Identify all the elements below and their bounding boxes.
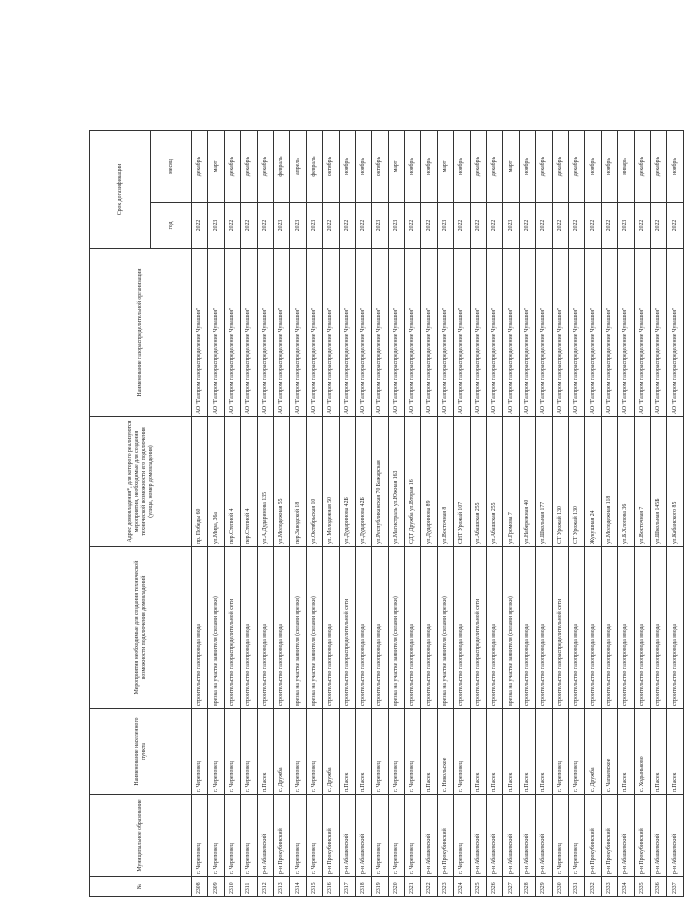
cell-num: 2317 [339, 877, 355, 897]
cell-month: декабрь [487, 131, 503, 203]
table-row [372, 131, 388, 897]
cell-measure: врезка на участке заявителя (силами врезки) [306, 547, 322, 709]
cell-measure: строительство газораспределительной сети [552, 547, 568, 709]
cell-municipality: г. Череповец [192, 795, 208, 877]
cell-locality: г. Череповец [388, 709, 404, 795]
cell-month: ноябрь [667, 131, 683, 203]
cell-locality: г. Череповец [372, 709, 388, 795]
cell-municipality: р-н Прокубинский [273, 795, 289, 877]
table-row [650, 131, 666, 897]
cell-year: 2022 [519, 203, 535, 249]
cell-num: 2323 [437, 877, 453, 897]
cell-year: 2022 [323, 203, 339, 249]
table-row [306, 131, 322, 897]
cell-num: 2334 [618, 877, 634, 897]
cell-measure: строительство газопровода ввода [650, 547, 666, 709]
cell-month: декабрь [224, 131, 240, 203]
cell-address: ул.Дударинова 42Б [339, 417, 355, 547]
cell-organization: АО "Газпром газораспределение Чувашия" [650, 249, 666, 417]
table-header [90, 131, 192, 897]
cell-num: 2318 [355, 877, 371, 897]
cell-measure: строительство газопровода ввода [487, 547, 503, 709]
cell-municipality: р-н Прокубинский [437, 795, 453, 877]
table-row [618, 131, 634, 897]
cell-address: пр. Победы 60 [192, 417, 208, 547]
cell-municipality: г. Череповец [388, 795, 404, 877]
cell-month: октябрь [372, 131, 388, 203]
cell-address: ул.Молодежная 55 [273, 417, 289, 547]
header-address: Адрес домовладения*, для которого реализуются мероприятия, необходимые для создания технической возможности его подключения (улица, номер домовладения) [90, 417, 192, 547]
cell-num: 2337 [667, 877, 683, 897]
cell-locality: п.Пасек [536, 709, 552, 795]
cell-year: 2022 [405, 203, 421, 249]
cell-num: 2311 [241, 877, 257, 897]
cell-year: 2023 [437, 203, 453, 249]
cell-organization: АО "Газпром газораспределение Чувашия" [323, 249, 339, 417]
cell-address: СДТ Дружба ул.Вторая 16 [405, 417, 421, 547]
cell-locality: с. Дружба [273, 709, 289, 795]
cell-address: ул.Октябрьская 10 [306, 417, 322, 547]
cell-year: 2023 [618, 203, 634, 249]
cell-organization: АО "Газпром газораспределение Чувашия" [470, 249, 486, 417]
table-row [601, 131, 617, 897]
cell-locality: п.Пасек [650, 709, 666, 795]
cell-year: 2023 [273, 203, 289, 249]
cell-municipality: р-н Абашевский [470, 795, 486, 877]
cell-measure: строительство газопровода ввода [192, 547, 208, 709]
cell-locality: с. Ходыньково [634, 709, 650, 795]
cell-num: 2328 [519, 877, 535, 897]
cell-num: 2330 [552, 877, 568, 897]
cell-month: март [388, 131, 404, 203]
table-row [323, 131, 339, 897]
cell-address: ул.Громова 7 [503, 417, 519, 547]
cell-municipality: р-н Абашевский [519, 795, 535, 877]
cell-year: 2023 [372, 203, 388, 249]
cell-address: СТ Урожай 130 [568, 417, 584, 547]
cell-num: 2316 [323, 877, 339, 897]
header-num: № [90, 877, 192, 897]
cell-num: 2322 [421, 877, 437, 897]
cell-locality: г. Череповец [192, 709, 208, 795]
cell-municipality: р-н Абашевский [503, 795, 519, 877]
cell-year: 2022 [224, 203, 240, 249]
cell-municipality: г. Череповец [372, 795, 388, 877]
cell-address: пер.Степной 4 [224, 417, 240, 547]
cell-month: декабрь [192, 131, 208, 203]
cell-organization: АО "Газпром газораспределение Чувашия" [208, 249, 224, 417]
cell-locality: г. Череповец [241, 709, 257, 795]
cell-month: апрель [290, 131, 306, 203]
cell-locality: п.Пасек [503, 709, 519, 795]
cell-organization: АО "Газпром газораспределение Чувашия" [601, 249, 617, 417]
cell-month: декабрь [568, 131, 584, 203]
cell-organization: АО "Газпром газораспределение Чувашия" [372, 249, 388, 417]
cell-measure: строительство газопровода ввода [421, 547, 437, 709]
cell-organization: АО "Газпром газораспределение Чувашия" [224, 249, 240, 417]
cell-num: 2336 [650, 877, 666, 897]
table-row [437, 131, 453, 897]
cell-organization: АО "Газпром газораспределение Чувашия" [618, 249, 634, 417]
table-row [552, 131, 568, 897]
cell-num: 2312 [257, 877, 273, 897]
cell-address: ул.Восточная 7 [634, 417, 650, 547]
cell-address: ул.Восточная 8 [437, 417, 453, 547]
cell-month: январь [618, 131, 634, 203]
cell-year: 2022 [650, 203, 666, 249]
cell-measure: строительство газопровода ввода [273, 547, 289, 709]
cell-municipality: г. Череповец [306, 795, 322, 877]
cell-measure: строительство газораспределительной сети [339, 547, 355, 709]
cell-address: СНТ Урожай 107 [454, 417, 470, 547]
cell-month: декабрь [536, 131, 552, 203]
cell-year: 2023 [306, 203, 322, 249]
table-row [273, 131, 289, 897]
cell-address: ул.Мира, 36а [208, 417, 224, 547]
cell-municipality: р-н Абашевский [650, 795, 666, 877]
cell-address: ул.Молодежная 118 [601, 417, 617, 547]
table-row [454, 131, 470, 897]
cell-address: ул.Школьная 145Б [650, 417, 666, 547]
header-year: год [151, 203, 192, 249]
cell-address: СТ Урожай 130 [552, 417, 568, 547]
cell-locality: г. Череповец [208, 709, 224, 795]
cell-address: ул.Магистраль ул.Южная 163 [388, 417, 404, 547]
table-row [241, 131, 257, 897]
cell-num: 2321 [405, 877, 421, 897]
table-row [536, 131, 552, 897]
cell-year: 2023 [290, 203, 306, 249]
cell-month: октябрь [323, 131, 339, 203]
table-row [405, 131, 421, 897]
cell-organization: АО "Газпром газораспределение Чувашия" [339, 249, 355, 417]
cell-organization: АО "Газпром газораспределение Чувашия" [421, 249, 437, 417]
cell-locality: п.Пасек [421, 709, 437, 795]
cell-locality: п.Пасек [618, 709, 634, 795]
cell-num: 2313 [273, 877, 289, 897]
cell-month: ноябрь [355, 131, 371, 203]
cell-locality: с. Дружба [585, 709, 601, 795]
cell-year: 2022 [421, 203, 437, 249]
cell-organization: АО "Газпром газораспределение Чувашия" [192, 249, 208, 417]
cell-locality: с. Никольское [437, 709, 453, 795]
cell-municipality: р-н Абашевский [667, 795, 683, 877]
cell-month: февраль [273, 131, 289, 203]
cell-measure: врезка на участке заявителя (силами врезки) [437, 547, 453, 709]
cell-municipality: г. Череповец [454, 795, 470, 877]
cell-organization: АО "Газпром газораспределение Чувашия" [487, 249, 503, 417]
cell-locality: с. Дружба [323, 709, 339, 795]
header-measures: Мероприятия необходимые для создания технической возможности подключения домовладений [90, 547, 192, 709]
cell-organization: АО "Газпром газораспределение Чувашия" [405, 249, 421, 417]
cell-address: ул.Б.Хлопова 36 [618, 417, 634, 547]
cell-locality: п.Пасек [355, 709, 371, 795]
header-locality: Наименование населенного пункта [90, 709, 192, 795]
cell-organization: АО "Газпром газораспределение Чувашия" [306, 249, 322, 417]
cell-year: 2022 [454, 203, 470, 249]
table-row [503, 131, 519, 897]
cell-month: март [437, 131, 453, 203]
cell-measure: строительство газопровода ввода [355, 547, 371, 709]
cell-municipality: р-н Абашевский [618, 795, 634, 877]
gasification-table [89, 130, 684, 897]
table-row [388, 131, 404, 897]
cell-municipality: р-н Абашевский [339, 795, 355, 877]
cell-locality: г. Череповец [306, 709, 322, 795]
table-row [568, 131, 584, 897]
cell-address: ул.Дударинова 89 [421, 417, 437, 547]
cell-municipality: г. Череповец [241, 795, 257, 877]
cell-month: декабрь [552, 131, 568, 203]
cell-organization: АО "Газпром газораспределение Чувашия" [634, 249, 650, 417]
cell-municipality: р-н Прокубинский [323, 795, 339, 877]
cell-locality: п.Пасек [667, 709, 683, 795]
cell-measure: строительство газопровода ввода [618, 547, 634, 709]
cell-organization: АО "Газпром газораспределение Чувашия" [290, 249, 306, 417]
cell-num: 2335 [634, 877, 650, 897]
cell-num: 2327 [503, 877, 519, 897]
cell-address: ул.Абашская 255 [487, 417, 503, 547]
cell-municipality: г. Череповец [290, 795, 306, 877]
cell-locality: г. Череповец [552, 709, 568, 795]
cell-num: 2326 [487, 877, 503, 897]
table-row [355, 131, 371, 897]
cell-measure: строительство газопровода ввода [568, 547, 584, 709]
cell-year: 2022 [552, 203, 568, 249]
cell-num: 2310 [224, 877, 240, 897]
header-organization: Наименование газораспределительной организации [90, 249, 192, 417]
cell-locality: г. Череповец [224, 709, 240, 795]
cell-month: ноябрь [405, 131, 421, 203]
cell-municipality: р-н Абашевский [257, 795, 273, 877]
table-row [192, 131, 208, 897]
cell-locality: п.Пасек [257, 709, 273, 795]
cell-month: декабрь [650, 131, 666, 203]
cell-measure: врезка на участке заявителя (силами врезки) [290, 547, 306, 709]
cell-month: февраль [306, 131, 322, 203]
cell-locality: п.Пасек [470, 709, 486, 795]
table-row [339, 131, 355, 897]
cell-measure: врезка на участке заявителя (силами врезки) [388, 547, 404, 709]
cell-measure: строительство газопровода ввода [454, 547, 470, 709]
cell-organization: АО "Газпром газораспределение Чувашия" [355, 249, 371, 417]
cell-organization: АО "Газпром газораспределение Чувашия" [273, 249, 289, 417]
cell-address: пер.Степной 4 [241, 417, 257, 547]
cell-month: декабрь [241, 131, 257, 203]
cell-measure: строительство газопровода ввода [601, 547, 617, 709]
cell-locality: п.Пасек [519, 709, 535, 795]
cell-measure: строительство газопровода ввода [585, 547, 601, 709]
cell-year: 2022 [634, 203, 650, 249]
cell-num: 2332 [585, 877, 601, 897]
cell-num: 2319 [372, 877, 388, 897]
cell-num: 2308 [192, 877, 208, 897]
cell-measure: строительство газопровода ввода [634, 547, 650, 709]
cell-month: ноябрь [601, 131, 617, 203]
cell-address: ул.Школьная 177 [536, 417, 552, 547]
cell-year: 2022 [257, 203, 273, 249]
cell-num: 2331 [568, 877, 584, 897]
table-row [208, 131, 224, 897]
table-row [257, 131, 273, 897]
cell-year: 2023 [208, 203, 224, 249]
cell-locality: г. Череповец [290, 709, 306, 795]
cell-year: 2022 [192, 203, 208, 249]
cell-month: ноябрь [454, 131, 470, 203]
cell-measure: строительство газопровода ввода [372, 547, 388, 709]
cell-measure: врезка на участке заявителя (силами врезки) [503, 547, 519, 709]
cell-organization: АО "Газпром газораспределение Чувашия" [257, 249, 273, 417]
table-row [667, 131, 683, 897]
cell-month: март [208, 131, 224, 203]
cell-address: ул.Кабанского 85 [667, 417, 683, 547]
cell-organization: АО "Газпром газораспределение Чувашия" [536, 249, 552, 417]
table-row [421, 131, 437, 897]
cell-year: 2022 [536, 203, 552, 249]
cell-locality: п.Пасек [487, 709, 503, 795]
cell-municipality: г. Череповец [208, 795, 224, 877]
cell-year: 2022 [241, 203, 257, 249]
cell-measure: строительство газораспределительной сети [470, 547, 486, 709]
table-row [487, 131, 503, 897]
cell-address: пер.Заводской 18 [290, 417, 306, 547]
cell-municipality: г. Череповец [568, 795, 584, 877]
cell-month: декабрь [257, 131, 273, 203]
cell-num: 2325 [470, 877, 486, 897]
cell-municipality: р-н Прокубинский [601, 795, 617, 877]
cell-month: декабрь [470, 131, 486, 203]
cell-measure: строительство газопровода ввода [323, 547, 339, 709]
cell-month: ноябрь [339, 131, 355, 203]
table-row [224, 131, 240, 897]
cell-municipality: р-н Абашевский [487, 795, 503, 877]
cell-organization: АО "Газпром газораспределение Чувашия" [241, 249, 257, 417]
cell-address: ул.А.Дударинова 135 [257, 417, 273, 547]
cell-num: 2314 [290, 877, 306, 897]
cell-locality: г. Череповец [454, 709, 470, 795]
table-body [192, 131, 684, 897]
cell-month: ноябрь [421, 131, 437, 203]
header-municipality: Муниципальное образование [90, 795, 192, 877]
cell-municipality: р-н Абашевский [355, 795, 371, 877]
cell-year: 2022 [470, 203, 486, 249]
cell-num: 2309 [208, 877, 224, 897]
cell-organization: АО "Газпром газораспределение Чувашия" [568, 249, 584, 417]
header-month: месяц [151, 131, 192, 203]
cell-municipality: г. Череповец [405, 795, 421, 877]
cell-num: 2329 [536, 877, 552, 897]
cell-organization: АО "Газпром газораспределение Чувашия" [585, 249, 601, 417]
cell-municipality: р-н Абашевский [421, 795, 437, 877]
cell-measure: строительство газопровода ввода [405, 547, 421, 709]
cell-year: 2022 [601, 203, 617, 249]
cell-address: ул.Абашская 255 [470, 417, 486, 547]
cell-locality: п.Пасек [339, 709, 355, 795]
cell-measure: строительство газопровода ввода [536, 547, 552, 709]
cell-locality: с. Чапаевское [601, 709, 617, 795]
cell-organization: АО "Газпром газораспределение Чувашия" [667, 249, 683, 417]
cell-measure: строительство газопровода ввода [257, 547, 273, 709]
cell-measure: строительство газораспределительной сети [224, 547, 240, 709]
cell-num: 2315 [306, 877, 322, 897]
cell-measure: врезка на участке заявителя (силами врезки) [208, 547, 224, 709]
cell-locality: г. Череповец [405, 709, 421, 795]
cell-organization: АО "Газпром газораспределение Чувашия" [503, 249, 519, 417]
cell-organization: АО "Газпром газораспределение Чувашия" [388, 249, 404, 417]
cell-month: март [503, 131, 519, 203]
cell-num: 2324 [454, 877, 470, 897]
cell-organization: АО "Газпром газораспределение Чувашия" [454, 249, 470, 417]
cell-year: 2022 [667, 203, 683, 249]
cell-address: Жукушная 24 [585, 417, 601, 547]
cell-measure: строительство газопровода ввода [519, 547, 535, 709]
cell-address: ул. Молодежная 50 [323, 417, 339, 547]
header-deadline: Срок догазификации [90, 131, 151, 249]
cell-year: 2022 [568, 203, 584, 249]
cell-month: ноябрь [585, 131, 601, 203]
cell-organization: АО "Газпром газораспределение Чувашия" [552, 249, 568, 417]
cell-num: 2320 [388, 877, 404, 897]
cell-municipality: р-н Прокубинский [634, 795, 650, 877]
cell-municipality: г. Череповец [552, 795, 568, 877]
cell-month: декабрь [634, 131, 650, 203]
cell-year: 2022 [585, 203, 601, 249]
cell-year: 2022 [339, 203, 355, 249]
table-row [290, 131, 306, 897]
cell-organization: АО "Газпром газораспределение Чувашия" [519, 249, 535, 417]
cell-measure: строительство газопровода ввода [241, 547, 257, 709]
table-row [634, 131, 650, 897]
cell-locality: г. Череповец [568, 709, 584, 795]
cell-municipality: г. Череповец [224, 795, 240, 877]
cell-year: 2022 [355, 203, 371, 249]
cell-organization: АО "Газпром газораспределение Чувашия" [437, 249, 453, 417]
cell-year: 2023 [503, 203, 519, 249]
cell-municipality: р-н Прокубинский [585, 795, 601, 877]
table-row [519, 131, 535, 897]
cell-measure: строительство газопровода ввода [667, 547, 683, 709]
table-row [470, 131, 486, 897]
cell-year: 2022 [487, 203, 503, 249]
cell-municipality: р-н Абашевский [536, 795, 552, 877]
cell-address: ул.Набережная 40 [519, 417, 535, 547]
cell-address: ул.Республиканская 70 Бажарская [372, 417, 388, 547]
table-row [585, 131, 601, 897]
cell-month: ноябрь [519, 131, 535, 203]
cell-num: 2333 [601, 877, 617, 897]
cell-year: 2023 [388, 203, 404, 249]
cell-address: ул.Дударинова 42Б [355, 417, 371, 547]
